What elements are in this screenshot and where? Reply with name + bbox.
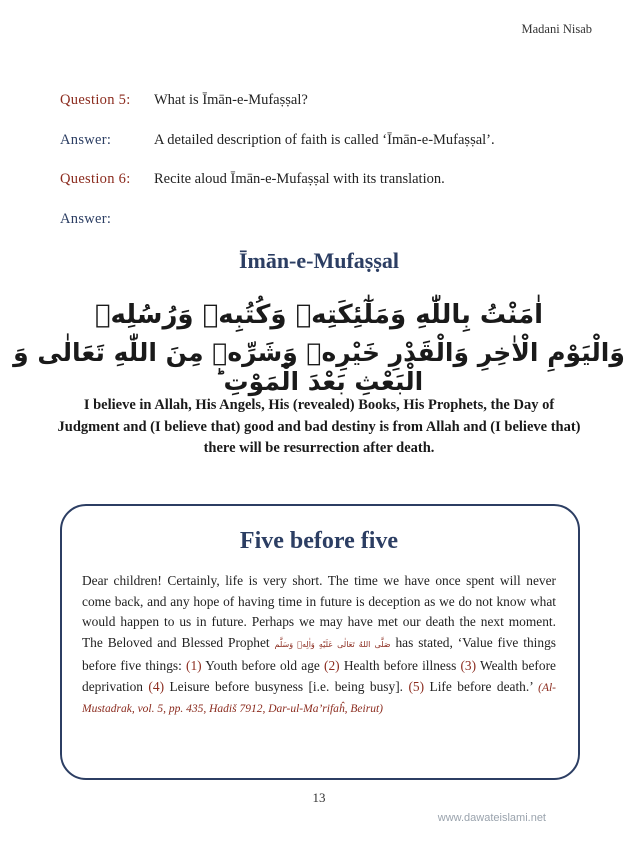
page-number: 13 bbox=[312, 790, 326, 805]
item-text-4: Leisure before busyness [i.e. being busy]. bbox=[164, 678, 409, 694]
item-text-3: Wealth before deprivation bbox=[82, 657, 556, 694]
answer-5-label: Answer: bbox=[60, 132, 112, 148]
item-number-5: (5) bbox=[408, 678, 425, 694]
item-number-1: (1) bbox=[186, 657, 202, 673]
box-body bbox=[82, 571, 556, 720]
answer-6-label: Answer: bbox=[60, 211, 112, 227]
item-number-3: (3) bbox=[460, 657, 477, 673]
answer-5-text: A detailed description of faith is called ‘Īmān-e-Mufaṣṣal’. bbox=[154, 132, 495, 148]
box-paragraph-part-2: has stated, ‘Value five things before five things: bbox=[82, 635, 556, 673]
question-6-label: Question 6: bbox=[60, 171, 131, 187]
answer-5 bbox=[60, 132, 600, 149]
item-text-2: Health before illness bbox=[339, 657, 461, 673]
arabic-line-2: وَالْيَوْمِ الْاٰخِرِ وَالْقَدْرِ خَيْرِهٖ وَشَرِّهٖ مِنَ اللّٰهِ تَعَالٰى وَ الْبَعْثِ بَعْدَ الْمَوْتِ ؕ bbox=[13, 338, 625, 396]
iman-translation: I believe in Allah, His Angels, His (revealed) Books, His Prophets, the Day of Judgment and (I believe that) good and bad destiny is from Allah and (I believe that) there will be resurrection after death. bbox=[57, 397, 581, 456]
item-number-4: (4) bbox=[148, 678, 165, 694]
question-5-text: What is Īmān-e-Mufaṣṣal? bbox=[154, 92, 308, 108]
item-text-1: Youth before old age bbox=[201, 657, 325, 673]
citation: (Al-Mustadrak, vol. 5, pp. 435, Hadiš 7912, Dar-ul-Ma’rifaĥ, Beirut) bbox=[82, 681, 557, 716]
item-number-2: (2) bbox=[324, 657, 340, 673]
running-header: Madani Nisab bbox=[521, 22, 592, 36]
question-5-label: Question 5: bbox=[60, 92, 131, 108]
website-link[interactable]: www.dawateislami.net bbox=[437, 812, 546, 824]
answer-6 bbox=[60, 211, 600, 228]
box-title: Five before five bbox=[239, 528, 399, 554]
box-paragraph-part-1: Dear children! Certainly, life is very short. The time we have once spent will never come back, and any hope of having time in future is deception as we do not know what would happen to us in future. Perhaps we may have met our death the next moment. The Beloved and Blessed Prophet bbox=[82, 573, 556, 651]
salawat-text: صَلَّى اللهُ تَعَالٰى عَلَيْهِ وَاٰلِهٖ وَسَلَّم bbox=[274, 640, 391, 650]
item-text-5: Life before death.’ bbox=[424, 678, 539, 694]
question-5 bbox=[60, 92, 600, 109]
arabic-line-1: اٰمَنْتُ بِاللّٰهِ وَمَلٰٓئِكَتِهٖ وَكُتُبِهٖ وَرُسُلِهٖ bbox=[94, 300, 544, 330]
question-6-text: Recite aloud Īmān-e-Mufaṣṣal with its translation. bbox=[154, 171, 445, 187]
question-6 bbox=[60, 171, 600, 188]
iman-title: Īmān-e-Mufaṣṣal bbox=[238, 248, 400, 273]
